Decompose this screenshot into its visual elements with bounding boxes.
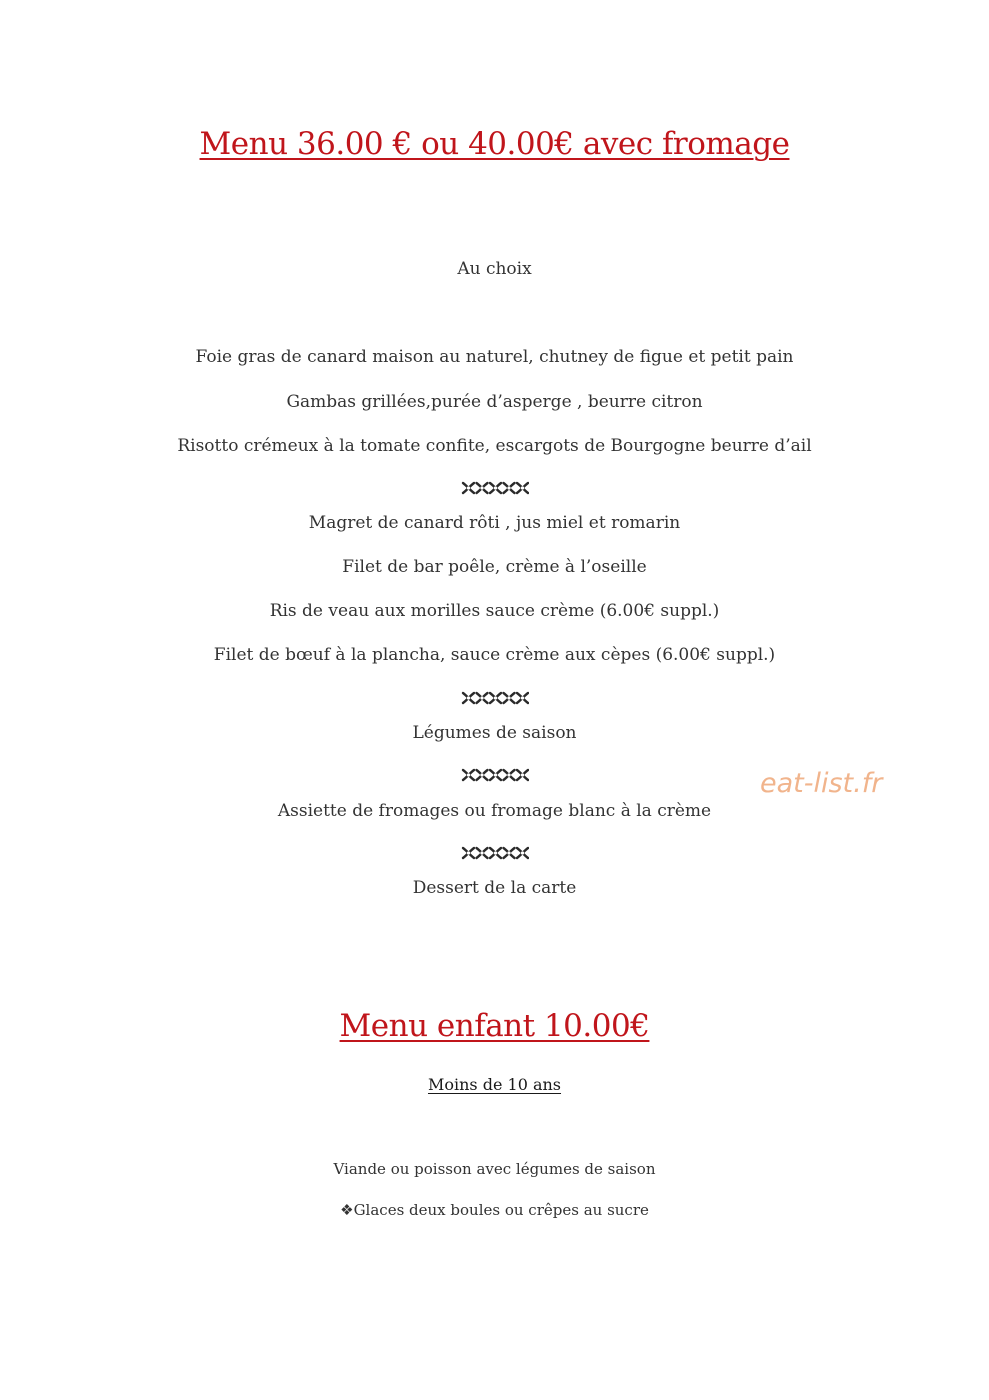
starter-item: Foie gras de canard maison au naturel, chutney de figue et petit pain [195, 347, 794, 367]
ornament-separator-icon [461, 481, 529, 495]
ornament-separator-icon [0, 690, 989, 709]
main-item: Magret de canard rôti , jus miel et romarin [308, 513, 681, 533]
kids-menu-item: ❖Glaces deux boules ou crêpes au sucre [340, 1201, 649, 1219]
ornament-separator-icon [461, 768, 529, 782]
ornament-separator-icon [0, 480, 989, 499]
starter-item: Risotto crémeux à la tomate confite, escargots de Bourgogne beurre d’ail [177, 436, 812, 456]
watermark: eat-list.fr [760, 768, 883, 799]
kids-menu-title: Menu enfant 10.00€ [339, 1008, 650, 1044]
menu-title: Menu 36.00 € ou 40.00€ avec fromage [199, 126, 790, 162]
kids-menu-item: Viande ou poisson avec légumes de saison [333, 1160, 656, 1178]
kids-menu-subtitle: Moins de 10 ans [427, 1075, 562, 1094]
main-item: Filet de bar poêle, crème à l’oseille [342, 557, 647, 577]
ornament-separator-icon [461, 846, 529, 860]
vegetables-item: Légumes de saison [412, 723, 577, 743]
main-item: Filet de bœuf à la plancha, sauce crème aux cèpes (6.00€ suppl.) [213, 645, 776, 665]
ornament-separator-icon [0, 845, 989, 864]
main-item: Ris de veau aux morilles sauce crème (6.00€ suppl.) [269, 601, 720, 621]
choice-label: Au choix [457, 259, 532, 279]
starter-item: Gambas grillées,purée d’asperge , beurre citron [286, 392, 703, 412]
ornament-separator-icon [461, 691, 529, 705]
cheese-item: Assiette de fromages ou fromage blanc à la crème [277, 801, 712, 821]
dessert-item: Dessert de la carte [412, 878, 577, 898]
